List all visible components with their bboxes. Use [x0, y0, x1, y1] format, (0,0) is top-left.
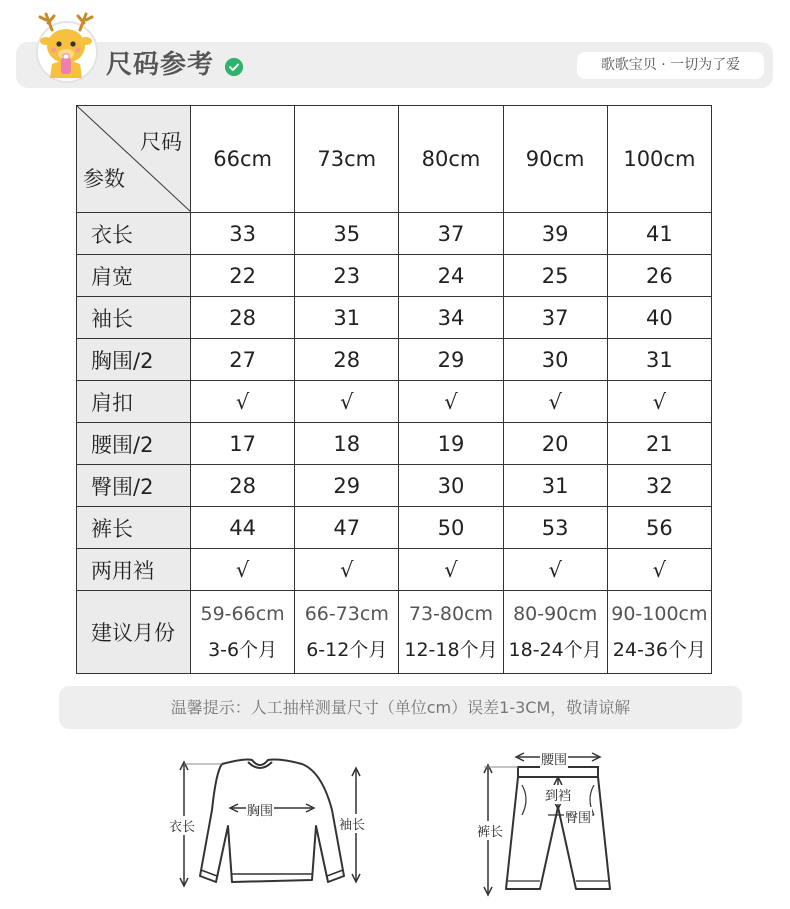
row-label: 袖长	[77, 297, 191, 339]
table-cell: 29	[295, 465, 399, 507]
table-cell: 41	[607, 213, 711, 255]
table-cell: 27	[191, 339, 295, 381]
verified-check-icon	[225, 58, 243, 76]
table-cell: 21	[607, 423, 711, 465]
table-cell: 26	[607, 255, 711, 297]
advice-month: 18-24个月	[508, 639, 602, 661]
advice-height: 73-80cm	[408, 603, 494, 625]
table-cell: 30	[399, 465, 503, 507]
table-cell: 29	[399, 339, 503, 381]
table-cell: √	[607, 381, 711, 423]
row-label: 胸围/2	[77, 339, 191, 381]
advice-cell	[191, 591, 295, 674]
advice-month: 3-6个月	[208, 639, 278, 661]
row-label: 建议月份	[77, 591, 191, 674]
table-cell: √	[295, 381, 399, 423]
diagram-crotch-label: 到裆	[544, 785, 572, 804]
table-cell: 25	[503, 255, 607, 297]
row-label: 肩宽	[77, 255, 191, 297]
table-cell: 17	[191, 423, 295, 465]
table-cell: 37	[503, 297, 607, 339]
advice-month: 12-18个月	[404, 639, 498, 661]
size-header: 90cm	[503, 106, 607, 213]
table-cell: 31	[503, 465, 607, 507]
table-header-row	[77, 106, 712, 213]
table-cell: √	[503, 381, 607, 423]
table-cell: 50	[399, 507, 503, 549]
table-cell: 53	[503, 507, 607, 549]
table-cell: 28	[191, 297, 295, 339]
diagonal-divider	[77, 106, 191, 212]
advice-height: 80-90cm	[513, 603, 598, 625]
table-cell: 20	[503, 423, 607, 465]
diagram-length-label: 衣长	[168, 816, 196, 835]
table-cell: √	[399, 549, 503, 591]
table-corner-cell	[77, 106, 191, 213]
giraffe-mascot-icon	[30, 8, 100, 84]
table-cell: √	[295, 549, 399, 591]
size-header: 73cm	[295, 106, 399, 213]
top-diagram	[160, 750, 380, 900]
advice-cell	[295, 591, 399, 674]
table-row	[77, 213, 712, 255]
table-row	[77, 423, 712, 465]
table-row	[77, 465, 712, 507]
advice-row	[77, 591, 712, 674]
diagram-sleeve-label: 袖长	[338, 814, 366, 833]
table-cell: √	[191, 381, 295, 423]
advice-cell	[607, 591, 711, 674]
pants-diagram	[470, 745, 620, 901]
corner-size-label: 尺码	[140, 130, 182, 154]
table-row	[77, 507, 712, 549]
brand-tag: 歌歌宝贝 · 一切为了爱	[577, 52, 764, 79]
table-cell: √	[399, 381, 503, 423]
advice-cell	[503, 591, 607, 674]
row-label: 腰围/2	[77, 423, 191, 465]
advice-month: 6-12个月	[306, 639, 388, 661]
advice-height: 66-73cm	[304, 603, 389, 625]
advice-month: 24-36个月	[612, 639, 706, 661]
table-row	[77, 549, 712, 591]
table-cell: 34	[399, 297, 503, 339]
table-cell: 28	[191, 465, 295, 507]
table-cell: √	[191, 549, 295, 591]
size-header: 100cm	[607, 106, 711, 213]
table-cell: 28	[295, 339, 399, 381]
table-cell: 31	[295, 297, 399, 339]
table-row	[77, 381, 712, 423]
table-cell: 47	[295, 507, 399, 549]
table-cell: 31	[607, 339, 711, 381]
table-row	[77, 255, 712, 297]
row-label: 裤长	[77, 507, 191, 549]
diagram-chest-label: 胸围	[246, 800, 274, 819]
table-cell: 40	[607, 297, 711, 339]
table-cell: 44	[191, 507, 295, 549]
row-label: 肩扣	[77, 381, 191, 423]
size-header: 66cm	[191, 106, 295, 213]
row-label: 两用裆	[77, 549, 191, 591]
table-cell: 35	[295, 213, 399, 255]
table-cell: 30	[503, 339, 607, 381]
size-header: 80cm	[399, 106, 503, 213]
table-row	[77, 297, 712, 339]
table-cell: 33	[191, 213, 295, 255]
table-cell: 56	[607, 507, 711, 549]
table-cell: 24	[399, 255, 503, 297]
diagram-hip-label: 臀围	[564, 807, 592, 826]
table-cell: 19	[399, 423, 503, 465]
diagram-waist-label: 腰围	[540, 749, 568, 768]
table-cell: 22	[191, 255, 295, 297]
table-cell: 18	[295, 423, 399, 465]
page-title: 尺码参考	[106, 50, 215, 80]
table-cell: 39	[503, 213, 607, 255]
size-table	[76, 105, 712, 674]
table-cell: √	[607, 549, 711, 591]
row-label: 衣长	[77, 213, 191, 255]
corner-param-label: 参数	[83, 167, 125, 191]
diagram-pants-length-label: 裤长	[476, 821, 504, 840]
table-cell: 32	[607, 465, 711, 507]
advice-height: 59-66cm	[200, 603, 285, 625]
table-row	[77, 339, 712, 381]
advice-cell	[399, 591, 503, 674]
table-cell: √	[503, 549, 607, 591]
advice-height: 90-100cm	[611, 603, 708, 625]
row-label: 臀围/2	[77, 465, 191, 507]
measurement-note: 温馨提示：人工抽样测量尺寸（单位cm）误差1-3CM，敬请谅解	[59, 686, 742, 729]
table-cell: 37	[399, 213, 503, 255]
table-cell: 23	[295, 255, 399, 297]
